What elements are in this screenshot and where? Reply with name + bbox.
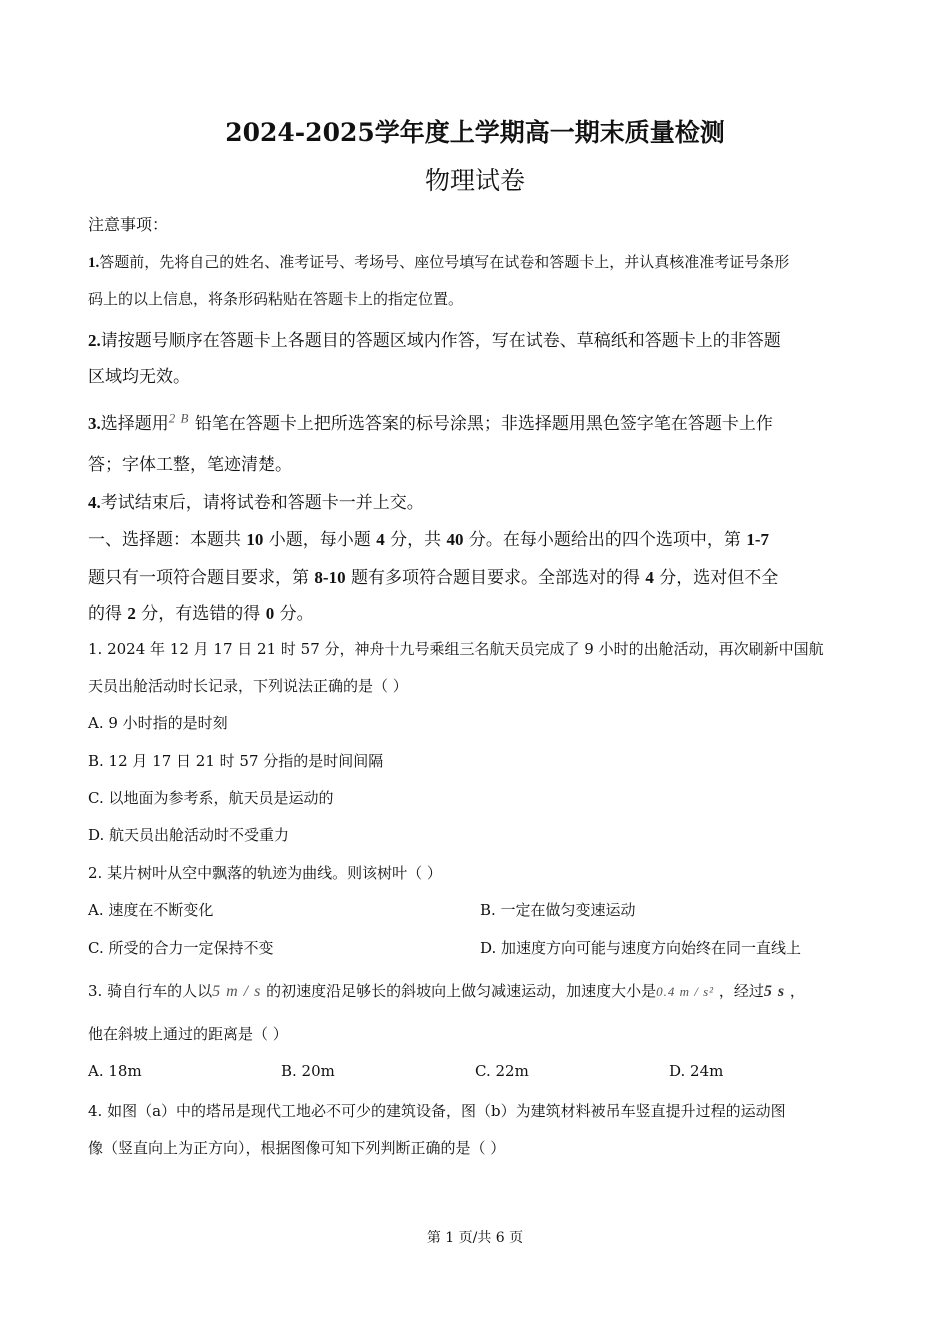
acceleration-formula: 0.4 m / s² — [656, 984, 715, 999]
notice-item-1-line-1: 1.答题前，先将自己的姓名、准考证号、考场号、座位号填写在试卷和答题卡上，并认真核准准考证号条形 — [88, 253, 790, 271]
question-2-option-b: B. 一定在做匀变速运动 — [480, 901, 636, 919]
question-2-option-d: D. 加速度方向可能与速度方向始终在同一直线上 — [480, 939, 802, 957]
question-3-option-a: A. 18m — [88, 1062, 142, 1080]
initial-velocity-formula: 5 m / s — [212, 983, 262, 1000]
notice-heading: 注意事项： — [88, 215, 169, 234]
time-formula: 5 s — [763, 983, 786, 1000]
section-1-line-3: 的得 2 分，有选错的得 0 分。 — [88, 604, 314, 624]
question-1-option-c: C. 以地面为参考系，航天员是运动的 — [88, 789, 334, 807]
question-3-option-d: D. 24m — [669, 1062, 724, 1080]
question-3-option-c: C. 22m — [475, 1062, 529, 1080]
question-1-option-a: A. 9 小时指的是时刻 — [88, 714, 228, 732]
question-4-stem-line-1: 4. 如图（a）中的塔吊是现代工地必不可少的建筑设备，图（b）为建筑材料被吊车竖直提升过程的运动图 — [88, 1102, 786, 1120]
question-4-stem-line-2: 像（竖直向上为正方向），根据图像可知下列判断正确的是（ ） — [88, 1139, 506, 1157]
question-1-stem-line-1: 1. 2024 年 12 月 17 日 21 时 57 分，神舟十九号乘组三名航天员完成了 9 小时的出舱活动，再次刷新中国航 — [88, 640, 824, 658]
notice-item-2-line-1: 2.请按题号顺序在答题卡上各题目的答题区域内作答，写在试卷、草稿纸和答题卡上的非答题 — [88, 331, 781, 351]
notice-item-2-line-2: 区域均无效。 — [88, 367, 190, 387]
question-1-stem-line-2: 天员出舱活动时长记录，下列说法正确的是（ ） — [88, 677, 408, 695]
notice-item-1-line-2: 码上的以上信息，将条形码粘贴在答题卡上的指定位置。 — [88, 290, 464, 308]
exam-title: 2024-2025学年度上学期高一期末质量检测 — [225, 118, 725, 147]
question-1-option-b: B. 12 月 17 日 21 时 57 分指的是时间间隔 — [88, 752, 384, 770]
pencil-grade-formula: 2 B — [168, 410, 190, 426]
page-number: 第 1 页/共 6 页 — [426, 1230, 524, 1246]
exam-subtitle: 物理试卷 — [424, 166, 525, 195]
section-1-line-1: 一、选择题：本题共 10 小题，每小题 4 分，共 40 分。在每小题给出的四个选项中，第 1-7 — [88, 530, 770, 550]
notice-item-4: 4.考试结束后，请将试卷和答题卡一并上交。 — [88, 493, 424, 513]
question-2-stem: 2. 某片树叶从空中飘落的轨迹为曲线。则该树叶（ ） — [88, 864, 442, 882]
question-2-option-a: A. 速度在不断变化 — [88, 901, 214, 919]
notice-item-3-line-2: 答；字体工整，笔迹清楚。 — [88, 455, 292, 475]
section-1-line-2: 题只有一项符合题目要求，第 8-10 题有多项符合题目要求。全部选对的得 4 分，选对但不全 — [88, 568, 779, 588]
question-1-option-d: D. 航天员出舱活动时不受重力 — [88, 826, 290, 844]
question-3-option-b: B. 20m — [281, 1062, 335, 1080]
notice-item-3-line-1: 3.选择题用$^{2 B}$ 铅笔在答题卡上把所选答案的标号涂黑；非选择题用黑色签字笔在答题卡上作 — [88, 410, 773, 434]
question-2-option-c: C. 所受的合力一定保持不变 — [88, 939, 274, 957]
question-3-stem-line-1: 3. 骑自行车的人以5 m / s 的初速度沿足够长的斜坡向上做匀减速运动，加速度大小是0.4 m / s² ，经过5 s ， — [88, 982, 805, 1000]
question-3-stem-line-2: 他在斜坡上通过的距离是（ ） — [88, 1025, 288, 1043]
